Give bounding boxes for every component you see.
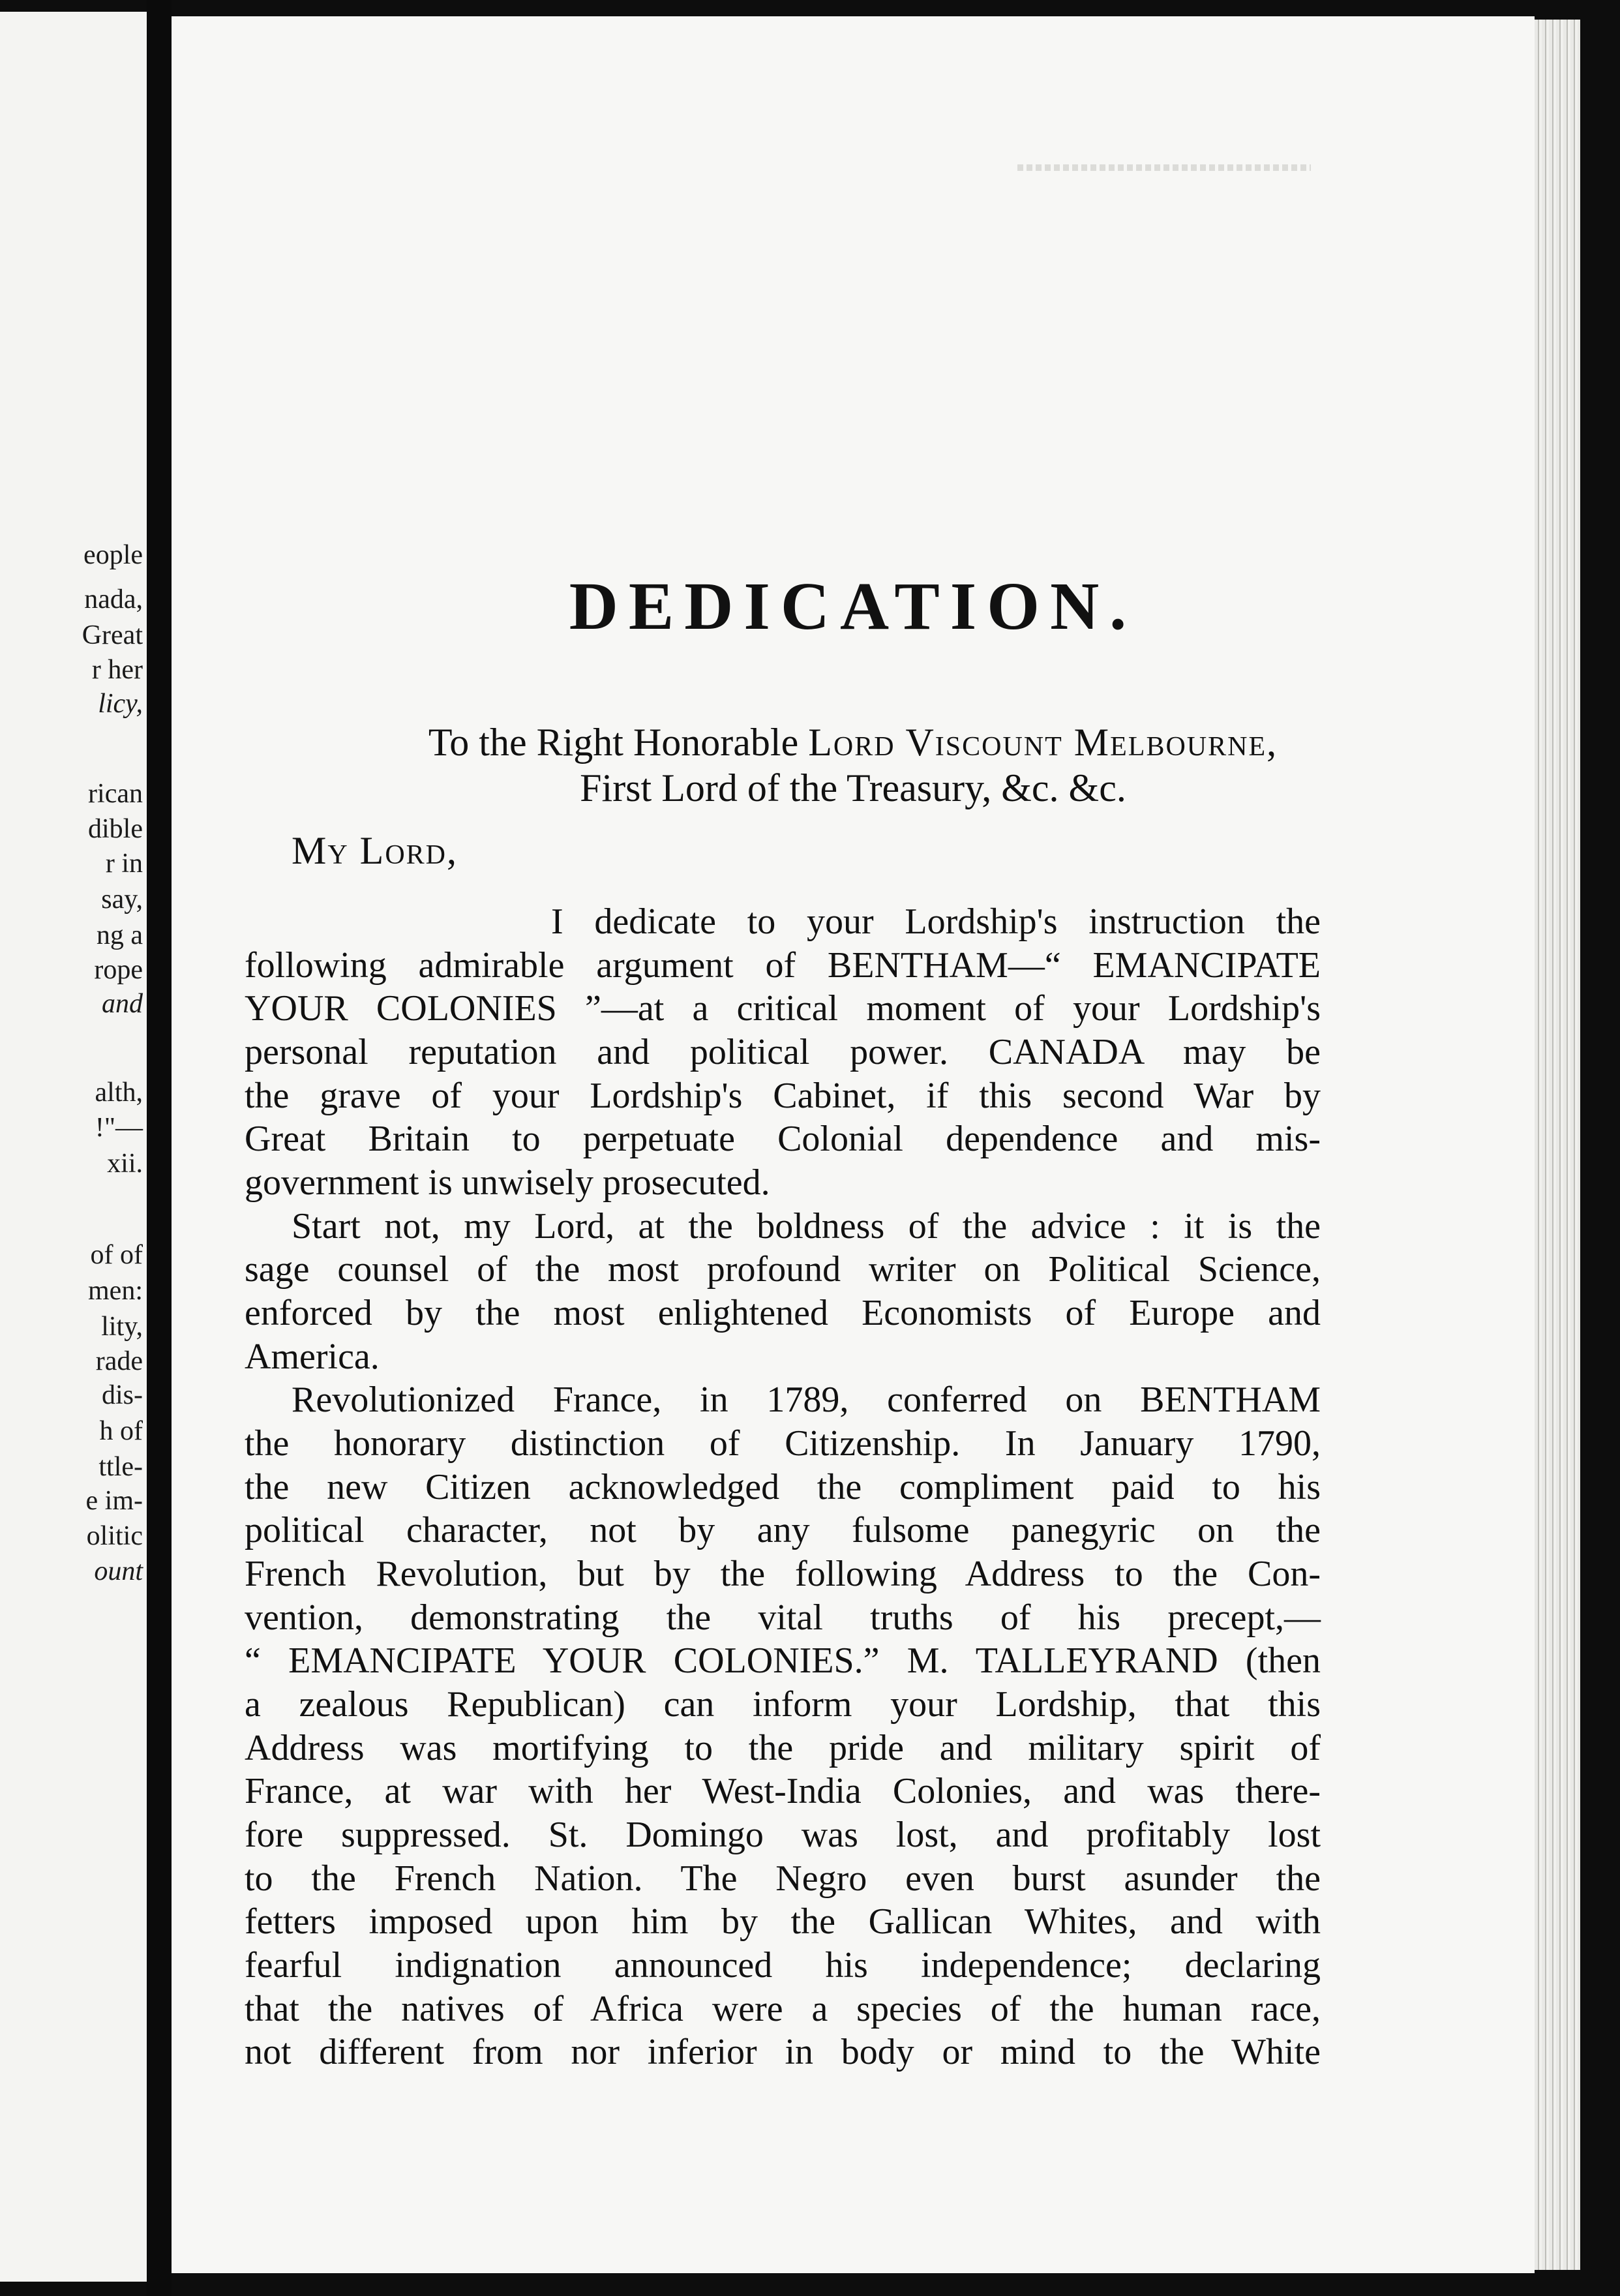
body-line: vention, demonstrating the vital truths of his precept,— — [245, 1597, 1321, 1638]
left-fragment: Great — [82, 620, 143, 650]
body-line: French Revolution, but by the following Address to the Con- — [245, 1554, 1321, 1594]
body-line: fearful indignation announced his independence; declaring — [245, 1945, 1321, 1986]
body-line: the grave of your Lordship's Cabinet, if this second War by — [245, 1076, 1321, 1116]
address-name: Lord Viscount Melbourne, — [808, 721, 1278, 764]
body-line: Revolutionized France, in 1789, conferred on BENTHAM — [292, 1380, 1321, 1420]
body-line: fetters imposed upon him by the Gallican Whites, and with — [245, 1901, 1321, 1942]
left-fragment: men: — [88, 1276, 143, 1306]
body-line: Address was mortifying to the pride and military spirit of — [245, 1728, 1321, 1768]
left-fragment: ng a — [96, 920, 143, 950]
scan-border — [1580, 0, 1620, 2296]
address-line-1 — [172, 723, 1535, 762]
body-line: fore suppressed. St. Domingo was lost, and profitably lost — [245, 1815, 1321, 1855]
left-fragment: e im- — [85, 1486, 143, 1516]
body-line: that the natives of Africa were a species of the human race, — [245, 1989, 1321, 2029]
left-fragment: rope — [94, 955, 143, 985]
address-line-2: First Lord of the Treasury, &c. &c. — [580, 766, 1126, 809]
body-line: YOUR COLONIES ”—at a critical moment of your Lordship's — [245, 988, 1321, 1029]
body-line: not different from nor inferior in body or mind to the White — [245, 2032, 1321, 2072]
show-through-text — [1017, 164, 1311, 171]
left-fragment: licy, — [98, 689, 143, 719]
salutation: My Lord, — [292, 829, 458, 872]
left-fragment: rican — [88, 779, 143, 809]
facing-page-fragment — [0, 12, 147, 2282]
left-fragment: lity, — [101, 1312, 143, 1342]
body-line: I dedicate to your Lordship's instruction the — [551, 901, 1321, 942]
left-fragment: ount — [94, 1556, 143, 1586]
page-title: DEDICATION. — [569, 569, 1137, 644]
left-fragment: dible — [88, 814, 143, 844]
body-line: Start not, my Lord, at the boldness of the advice : it is the — [292, 1206, 1321, 1246]
left-fragment: nada, — [84, 584, 143, 614]
body-line: following admirable argument of BENTHAM—“ EMANCIPATE — [245, 945, 1321, 986]
body-line: Great Britain to perpetuate Colonial dependence and mis- — [245, 1119, 1321, 1159]
body-line: “ EMANCIPATE YOUR COLONIES.” M. TALLEYRAND (then — [245, 1640, 1321, 1681]
left-fragment: xii. — [107, 1149, 143, 1179]
left-fragment: alth, — [95, 1078, 143, 1108]
body-line: sage counsel of the most profound writer on Political Science, — [245, 1249, 1321, 1290]
body-line: political character, not by any fulsome panegyric on the — [245, 1510, 1321, 1550]
left-fragment: olitic — [86, 1521, 143, 1551]
body-line: personal reputation and political power. CANADA may be — [245, 1032, 1321, 1072]
left-fragment: dis- — [102, 1380, 143, 1410]
body-line: government is unwisely prosecuted. — [245, 1162, 770, 1203]
body-line: enforced by the most enlightened Economists of Europe and — [245, 1293, 1321, 1333]
left-fragment: say, — [101, 884, 143, 914]
left-fragment: of of — [90, 1240, 143, 1270]
left-fragment: and — [102, 989, 143, 1019]
page-edges — [1535, 20, 1580, 2270]
left-fragment: !"— — [95, 1113, 143, 1143]
left-fragment: h of — [99, 1416, 143, 1446]
body-line: America. — [245, 1337, 380, 1377]
left-fragment: rade — [95, 1346, 143, 1376]
left-fragment: eople — [83, 540, 143, 570]
body-line: the honorary distinction of Citizenship. In January 1790, — [245, 1423, 1321, 1464]
body-line: France, at war with her West-India Colonies, and was there- — [245, 1771, 1321, 1811]
book-gutter — [147, 0, 172, 2296]
left-fragment: ttle- — [98, 1452, 143, 1482]
left-fragment: r her — [91, 655, 143, 685]
body-line: a zealous Republican) can inform your Lordship, that this — [245, 1684, 1321, 1725]
left-fragment: r in — [105, 849, 143, 879]
address-prefix: To the Right Honorable — [428, 721, 809, 764]
body-line: the new Citizen acknowledged the compliment paid to his — [245, 1467, 1321, 1507]
body-line: to the French Nation. The Negro even burst asunder the — [245, 1858, 1321, 1899]
